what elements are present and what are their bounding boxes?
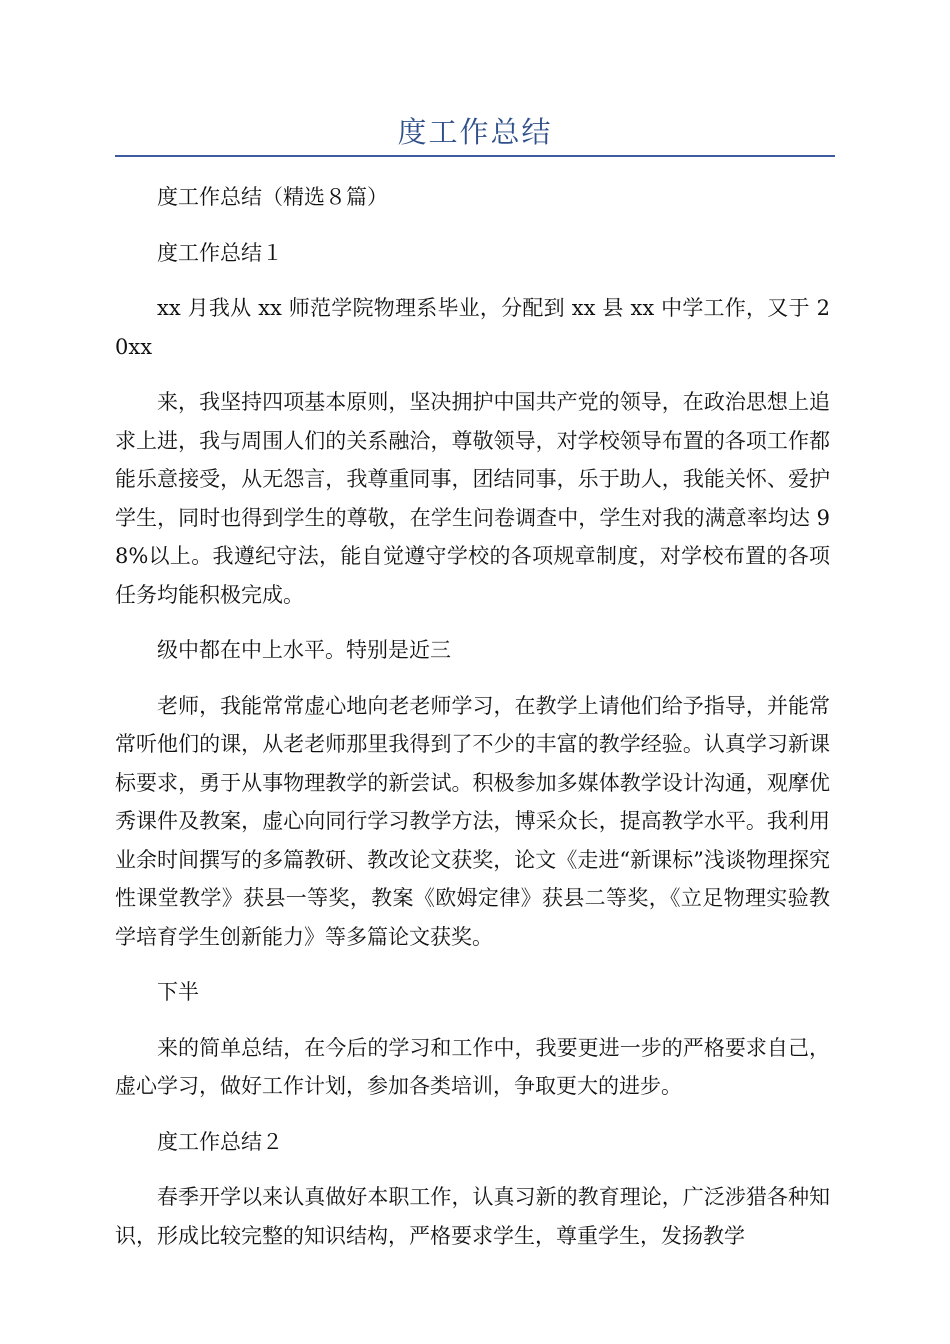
paragraph: 来，我坚持四项基本原则，坚决拥护中国共产党的领导，在政治思想上追求上进，我与周围人们的关系融洽，尊敬领导，对学校领导布置的各项工作都能乐意接受，从无怨言，我尊重同事，团结同事，乐于助人，我能关怀、爱护学生，同时也得到学生的尊敬，在学生问卷调查中，学生对我的满意率均达 98%以上。我遵纪守法，能自觉遵守学校的各项规章制度，对学校布置的各项任务均能积极完成。 (115, 390, 830, 607)
paragraph: xx 月我从 xx 师范学院物理系毕业，分配到 xx 县 xx 中学工作，又于 20xx (115, 296, 830, 359)
paragraph-section-heading-1: 度工作总结１ (157, 240, 283, 265)
paragraph-subtitle: 度工作总结（精选８篇） (157, 185, 388, 209)
paragraph: 级中都在中上水平。特别是近三 (157, 638, 451, 662)
paragraph: 春季开学以来认真做好本职工作，认真习新的教育理论，广泛涉猎各种知识，形成比较完整的知识结构，严格要求学生，尊重学生，发扬教学 (115, 1185, 830, 1248)
document-body (115, 178, 830, 1272)
paragraph-section-heading-2: 度工作总结２ (157, 1129, 283, 1154)
title-underline (115, 155, 835, 157)
paragraph: 来的简单总结，在今后的学习和工作中，我要更进一步的严格要求自己，虚心学习，做好工作计划，参加各类培训，争取更大的进步。 (115, 1035, 830, 1098)
paragraph: 老师，我能常常虚心地向老老师学习，在教学上请他们给予指导，并能常常听他们的课，从老老师那里我得到了不少的丰富的教学经验。认真学习新课标要求，勇于从事物理教学的新尝试。积极参加多媒体教学设计沟通，观摩优秀课件及教案，虚心向同行学习教学方法，博采众长，提高教学水平。我利用业余时间撰写的多篇教研、教改论文获奖，论文《走进“新课标”浅谈物理探究性课堂教学》获县一等奖，教案《欧姆定律》获县二等奖，《立足物理实验教学培育学生创新能力》等多篇论文获奖。 (115, 693, 830, 949)
document-title: 度工作总结 (397, 115, 553, 149)
paragraph: 下半 (157, 980, 199, 1004)
